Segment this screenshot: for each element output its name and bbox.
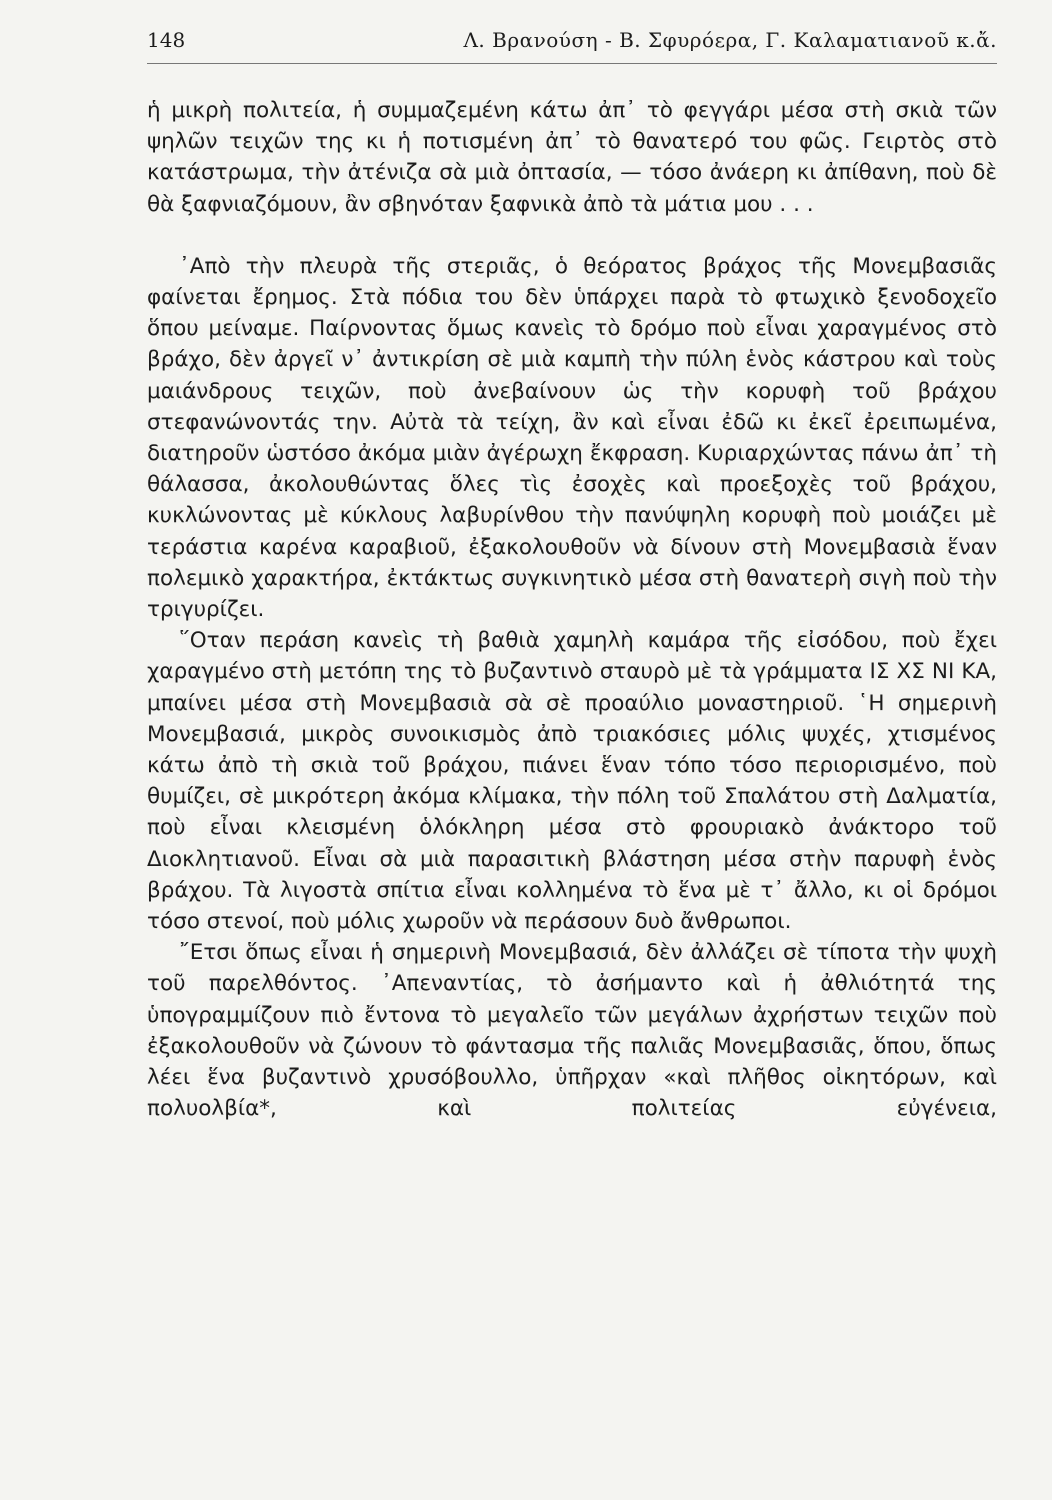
page-number: 148	[147, 28, 186, 52]
body-text	[147, 95, 997, 1125]
paragraph: ᾽Απὸ τὴν πλευρὰ τῆς στεριᾶς, ὁ θεόρατος βράχος τῆς Μονεμβασιᾶς φαίνεται ἔρημος. Στὰ πόδια του δὲν ὑπάρχει παρὰ τὸ φτωχικὸ ξενοδοχεῖο ὅπου μείναμε. Παίρνοντας ὅμως κανεὶς τὸ δρόμο ποὺ εἶναι χαραγμένος στὸ βράχο, δὲν ἀργεῖ ν᾽ ἀντικρίση σὲ μιὰ καμπὴ τὴν πύλη ἑνὸς κάστρου καὶ τοὺς μαιάνδρους τειχῶν, ποὺ ἀνεβαίνουν ὡς τὴν κορυφὴ τοῦ βράχου στεφανώνοντάς την. Αὐτὰ τὰ τείχη, ἂν καὶ εἶναι ἐδῶ κι ἐκεῖ ἐρειπωμένα, διατηροῦν ὡστόσο ἀκόμα μιὰν ἀγέρωχη ἔκφραση. Κυριαρχώντας πάνω ἀπ᾽ τὴ θάλασσα, ἀκολουθώντας ὅλες τὶς ἐσοχὲς καὶ προεξοχὲς τοῦ βράχου, κυκλώνοντας μὲ κύκλους λαβυρίνθου τὴν πανύψηλη κορυφὴ ποὺ μοιάζει μὲ τεράστια καρένα καραβιοῦ, ἐξακολουθοῦν νὰ δίνουν στὴ Μονεμβασιὰ ἕναν πολεμικὸ χαρακτήρα, ἐκτάκτως συγκινητικὸ μέσα στὴ θανατερὴ σιγὴ ποὺ τὴν τριγυρίζει.	[147, 253, 997, 623]
page-header	[147, 24, 997, 60]
paragraph-continued: ἡ μικρὴ πολιτεία, ἡ συμμαζεμένη κάτω ἀπ᾽ τὸ φεγγάρι μέσα στὴ σκιὰ τῶν ψηλῶν τειχῶν της κι ἡ ποτισμένη ἀπ᾽ τὸ θανατερό του φῶς. Γειρτὸς στὸ κατάστρωμα, τὴν ἀτένιζα σὰ μιὰ ὀπτασία, — τόσο ἀνάερη κι ἀπίθανη, ποὺ δὲ θὰ ξαφνιαζόμουν, ἂν σβηνόταν ξαφνικὰ ἀπὸ τὰ μάτια μου . . .	[147, 98, 997, 217]
running-head: Λ. Βρανούση - Β. Σφυρόερα, Γ. Καλαματιανοῦ κ.ἄ.	[463, 28, 997, 52]
paragraph: ῎Ετσι ὅπως εἶναι ἡ σημερινὴ Μονεμβασιά, δὲν ἀλλάζει σὲ τίποτα τὴν ψυχὴ τοῦ παρελθόντος. ᾽Απεναντίας, τὸ ἀσήμαντο καὶ ἡ ἀθλιότητά της ὑπογραμμίζουν πιὸ ἔντονα τὸ μεγαλεῖο τῶν μεγάλων ἀχρήστων τειχῶν ποὺ ἐξακολουθοῦν νὰ ζώνουν τὸ φάντασμα τῆς παλιᾶς Μονεμβασιᾶς, ὅπου, ὅπως λέει ἕνα βυζαντινὸ χρυσόβουλλο, ὑπῆρχαν «καὶ πλῆθος οἰκητόρων, καὶ πολυολβία*, καὶ πολιτείας εὐγένεια,	[147, 940, 997, 1122]
header-rule	[147, 63, 997, 64]
paragraph: ῞Οταν περάση κανεὶς τὴ βαθιὰ χαμηλὴ καμάρα τῆς εἰσόδου, ποὺ ἔχει χαραγμένο στὴ μετόπη της τὸ βυζαντινὸ σταυρὸ μὲ τὰ γράμματα ΙΣ ΧΣ ΝΙ ΚΑ, μπαίνει μέσα στὴ Μονεμβασιὰ σὰ σὲ προαύλιο μοναστηριοῦ. ῾Η σημερινὴ Μονεμβασιά, μικρὸς συνοικισμὸς ἀπὸ τριακόσιες μόλις ψυχές, χτισμένος κάτω ἀπὸ τὴ σκιὰ τοῦ βράχου, πιάνει ἕναν τόπο τόσο περιορισμένο, ποὺ θυμίζει, σὲ μικρότερη ἀκόμα κλίμακα, τὴν πόλη τοῦ Σπαλάτου στὴ Δαλματία, ποὺ εἶναι κλεισμένη ὁλόκληρη μέσα στὸ φρουριακὸ ἀνάκτορο τοῦ Διοκλητιανοῦ. Εἶναι σὰ μιὰ παρασιτικὴ βλάστηση μέσα στὴν παρυφὴ ἑνὸς βράχου. Τὰ λιγοστὰ σπίτια εἶναι κολλημένα τὸ ἕνα μὲ τ᾽ ἄλλο, κι οἱ δρόμοι τόσο στενοί, ποὺ μόλις χωροῦν νὰ περάσουν δυὸ ἄνθρωποι.	[147, 628, 997, 935]
